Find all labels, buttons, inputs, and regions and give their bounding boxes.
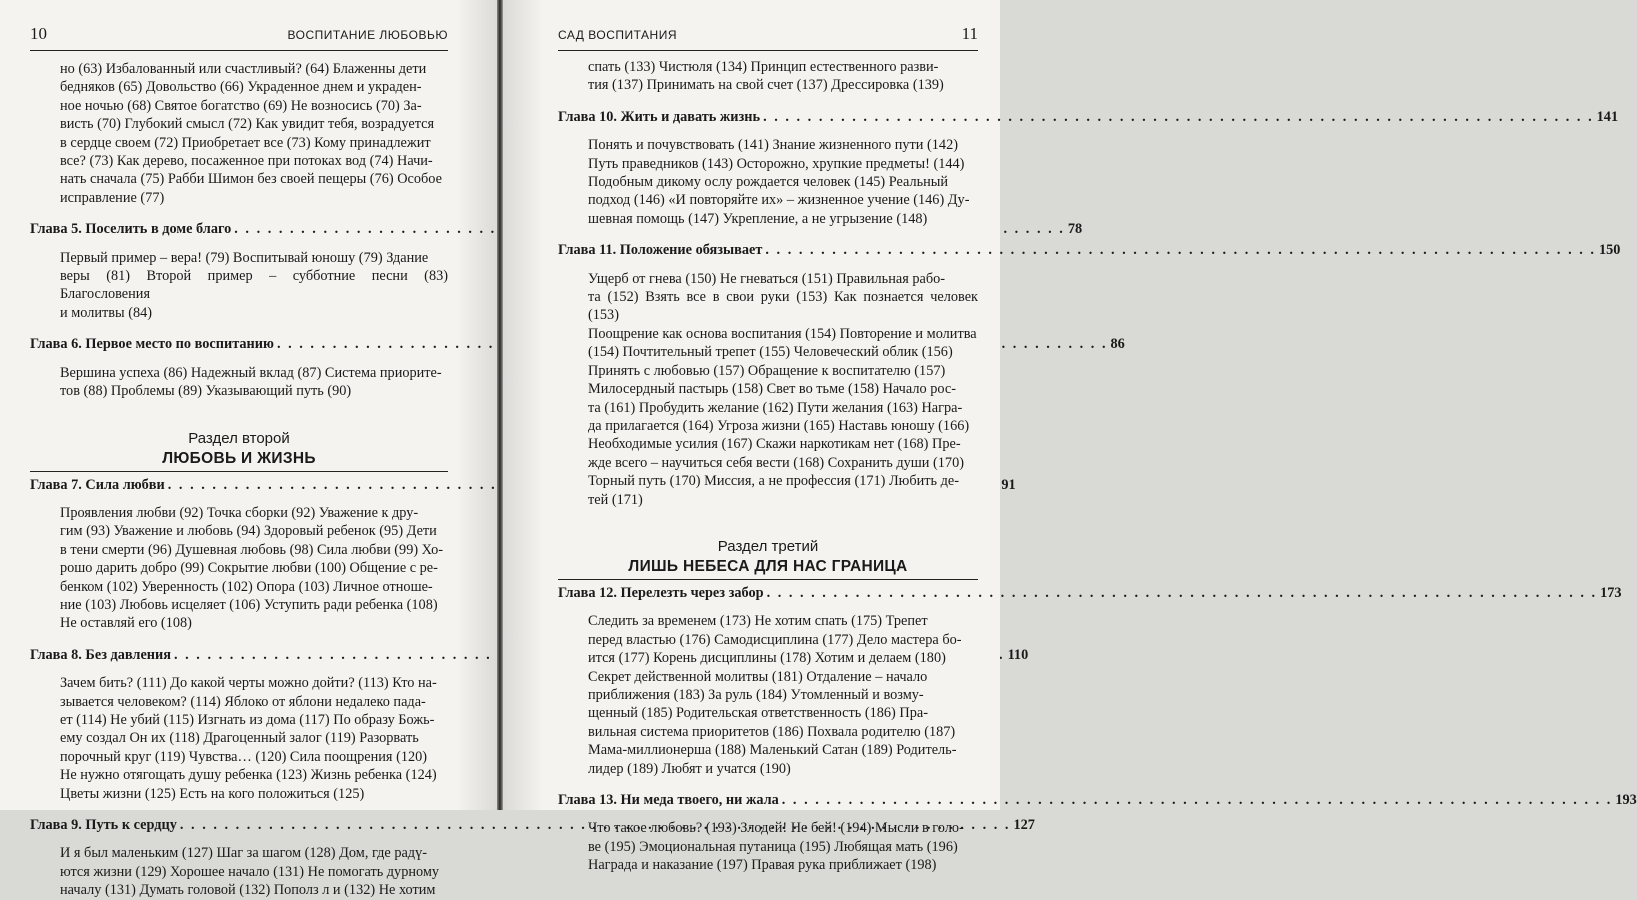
toc-line: жде всего – научиться себя вести (168) Сохранить души (170) xyxy=(588,454,964,471)
page-number: 10 xyxy=(30,24,47,43)
toc-line: та (152) Взять все в свои руки (153) Как познается человек (153) xyxy=(588,289,978,324)
toc-line: и молитвы (84) xyxy=(60,304,153,321)
chapter-title: Глава 12. Перелезть через забор xyxy=(558,584,764,601)
chapter-page: 91 xyxy=(1001,476,1016,493)
toc-line: Цветы жизни (125) Есть на кого положиться (125) xyxy=(60,785,365,802)
toc-line: исправление (77) xyxy=(60,189,165,206)
toc-line: ное ночью (68) Святое богатство (69) Не возносись (70) За- xyxy=(60,97,422,114)
toc-line: в сердце своем (72) Приобретает все (73) Кому принадлежит xyxy=(60,134,431,151)
toc-line: И я был маленьким (127) Шаг за шагом (128) Дом, где радү- xyxy=(60,845,427,862)
chapter-heading[interactable] xyxy=(558,791,1637,809)
running-head: ВОСПИТАНИЕ ЛЮБОВЬЮ xyxy=(287,28,448,42)
chapter-heading[interactable] xyxy=(558,108,1619,126)
toc-line: Не нужно отягощать душу ребенка (123) Жизнь ребенка (124) xyxy=(60,767,437,784)
chapter-heading[interactable] xyxy=(558,241,1621,259)
toc-line: приближения (183) За руль (184) Утомленный и возму- xyxy=(588,686,924,703)
chapter-contents xyxy=(558,270,978,509)
leader-dots xyxy=(765,241,1596,259)
chapter-title: Глава 5. Поселить в доме благо xyxy=(30,221,232,238)
toc-line: ится (177) Корень дисциплины (178) Хотим и делаем (180) xyxy=(588,650,946,667)
chapter-heading[interactable] xyxy=(558,584,1622,602)
chapter-contents xyxy=(30,249,448,323)
chapter-page: 141 xyxy=(1596,108,1619,125)
toc-line: шевная помощь (147) Укрепление, а не угрызение (148) xyxy=(588,210,928,227)
chapter-title: Глава 9. Путь к сердцу xyxy=(30,817,177,833)
chapter-page: 110 xyxy=(1007,646,1029,663)
toc-line: перед властью (176) Самодисциплина (177) Дело мастера бо- xyxy=(588,631,962,648)
chapter-contents-continued xyxy=(558,58,978,95)
toc-line: гим (93) Уважение и любовь (94) Здоровый ребенок (95) Дети xyxy=(60,523,437,540)
chapter-page: 127 xyxy=(1013,817,1035,833)
chapter-contents xyxy=(30,844,448,899)
toc-line: Секрет действенной молитвы (181) Отдаление – начало xyxy=(588,668,928,685)
toc-line: Первый пример – вера! (79) Воспитывай юношу (79) Здание xyxy=(60,249,429,266)
section-label: Раздел третий xyxy=(717,537,819,555)
chapter-contents xyxy=(558,819,978,874)
chapter-contents xyxy=(558,136,978,228)
chapter-contents xyxy=(30,364,448,401)
chapter-title: Глава 11. Положение обязывает xyxy=(558,242,763,259)
toc-line: Путь праведников (143) Осторожно, хрупкие предметы! (144) xyxy=(588,155,965,172)
page-number: 11 xyxy=(961,24,978,43)
toc-line: все? (73) Как дерево, посаженное при потоках вод (74) Начи- xyxy=(60,153,433,170)
section-label: Раздел второй xyxy=(188,429,290,447)
section-heading xyxy=(30,429,448,469)
right-page-header xyxy=(558,24,978,51)
toc-line: порочный круг (119) Чувства… (120) Сила поощрения (120) xyxy=(60,748,428,765)
toc-line: тей (171) xyxy=(588,491,643,508)
toc-line: тия (137) Принимать на свой счет (137) Дрессировка (139) xyxy=(588,77,944,94)
chapter-contents-continued xyxy=(30,60,448,207)
leader-dots xyxy=(763,108,1594,126)
toc-line: ются жизни (129) Хорошее начало (131) Не помогать дурному xyxy=(60,863,440,880)
section-divider xyxy=(558,579,978,580)
toc-line: Милосердный пастырь (158) Свет во тьме (158) Начало рос- xyxy=(588,381,956,398)
chapter-heading[interactable] xyxy=(30,220,1083,238)
toc-line: рошо дарить добро (99) Сокрытие любви (100) Общение с ре- xyxy=(60,560,438,577)
left-page-header xyxy=(30,24,448,51)
toc-line: Ущерб от гнева (150) Не гневаться (151) Правильная рабо- xyxy=(588,270,946,287)
chapter-page: 150 xyxy=(1598,242,1621,259)
chapter-page: 78 xyxy=(1067,221,1083,238)
toc-line: вильная система приоритетов (186) Похвала родителю (187) xyxy=(588,723,956,740)
leader-dots xyxy=(767,584,1598,602)
toc-line: Мама-миллионерша (188) Маленький Сатан (189) Родитель- xyxy=(588,742,957,759)
section-title: ЛИШЬ НЕБЕСА ДЛЯ НАС ГРАНИЦА xyxy=(628,557,908,575)
chapter-contents xyxy=(30,674,448,803)
toc-line: лидер (189) Любят и учатся (190) xyxy=(588,760,791,777)
toc-line: ему создал Он их (118) Драгоценный залог (119) Разорвать xyxy=(60,730,419,747)
toc-line: нать сначала (75) Рабби Шимон без своей пещеры (76) Особое xyxy=(60,171,442,188)
chapter-title: Глава 13. Ни меда твоего, ни жала xyxy=(558,792,779,808)
chapter-title: Глава 6. Первое место по воспитанию xyxy=(30,336,274,353)
toc-line: Не оставляй его (108) xyxy=(60,615,192,632)
toc-line: зывается человеком? (114) Яблоко от яблони недалеко пада- xyxy=(60,693,426,710)
running-head: САД ВОСПИТАНИЯ xyxy=(558,28,678,42)
toc-line: Проявления любви (92) Точка сборки (92) Уважение к дру- xyxy=(60,504,419,521)
leader-dots xyxy=(782,791,1613,809)
toc-line: ве (195) Эмоциональная путаница (195) Любящая мать (196) xyxy=(588,838,958,855)
toc-line: та (161) Пробудить желание (162) Пути желания (163) Награ- xyxy=(588,399,963,416)
chapter-page: 173 xyxy=(1600,584,1622,601)
toc-line: да прилагается (164) Угроза жизни (165) Наставь юношу (166) xyxy=(588,417,970,434)
toc-line: началу (131) Думать головой (132) Пополз л и (132) Не хотим xyxy=(60,882,436,899)
toc-line: спать (133) Чистюля (134) Принцип естественного разви- xyxy=(588,59,939,75)
toc-line: Принять с любовью (157) Обращение к воспитателю (157) xyxy=(588,362,946,379)
toc-line: Поощрение как основа воспитания (154) Повторение и молитва xyxy=(588,325,977,342)
toc-line: Торный путь (170) Миссия, а не профессия (171) Любить де- xyxy=(588,473,960,490)
toc-line: Следить за временем (173) Не хотим спать (175) Трепет xyxy=(588,613,928,630)
section-title: ЛЮБОВЬ И ЖИЗНЬ xyxy=(162,449,316,467)
chapter-contents xyxy=(558,612,978,778)
toc-line: висть (70) Глубокий смысл (72) Как увидит тебя, возрадуется xyxy=(60,116,435,133)
section-heading xyxy=(558,537,978,577)
chapter-title: Глава 7. Сила любви xyxy=(30,476,165,493)
toc-line: Понять и почувствовать (141) Знание жизненного пути (142) xyxy=(588,137,958,154)
chapter-title: Глава 10. Жить и давать жизнь xyxy=(558,108,761,125)
toc-line: в тени смерти (96) Душевная любовь (98) Сила любви (99) Хо- xyxy=(60,541,444,558)
section-divider xyxy=(30,471,448,472)
toc-line: подход (146) «И повторяйте их» – жизненное учение (146) Ду- xyxy=(588,192,970,209)
toc-line: Подобным дикому ослу рождается человек (145) Реальный xyxy=(588,174,949,191)
toc-line: ние (103) Любовь исцеляет (106) Уступить ради ребенка (108) xyxy=(60,596,438,613)
toc-line: веры (81) Второй пример – субботние песни (83) Благословения xyxy=(60,268,448,303)
toc-line: бенком (102) Уверенность (102) Опора (103) Личное отноше- xyxy=(60,578,433,595)
toc-line: щенный (185) Родительская ответственность (186) Пра- xyxy=(588,705,928,722)
toc-line: Необходимые усилия (167) Скажи наркотикам нет (168) Пре- xyxy=(588,436,961,453)
toc-line: (154) Почтительный трепет (155) Человеческий облик (156) xyxy=(588,344,953,361)
toc-line: Награда и наказание (197) Правая рука приближает (198) xyxy=(588,857,937,874)
toc-line: Зачем бить? (111) До какой черты можно дойти? (113) Кто на- xyxy=(60,675,437,692)
chapter-title: Глава 8. Без давления xyxy=(30,646,171,663)
chapter-page: 193 xyxy=(1615,792,1637,808)
chapter-contents xyxy=(30,504,448,633)
toc-line: ет (114) Не убий (115) Изгнать из дома (117) По образу Божь- xyxy=(60,711,435,728)
toc-line: тов (88) Проблемы (89) Указывающий путь (90) xyxy=(60,383,352,400)
toc-line: Что такое любовь? (193) Злодей! Не бей! (194) Мысли в голо- xyxy=(588,820,964,837)
chapter-page: 86 xyxy=(1110,336,1125,353)
toc-line: Вершина успеха (86) Надежный вклад (87) Система приорите- xyxy=(60,364,442,381)
toc-line: но (63) Избалованный или счастливый? (64) Блаженны дети xyxy=(60,61,427,77)
toc-line: бедняков (65) Довольство (66) Украденное днем и украден- xyxy=(60,79,422,96)
